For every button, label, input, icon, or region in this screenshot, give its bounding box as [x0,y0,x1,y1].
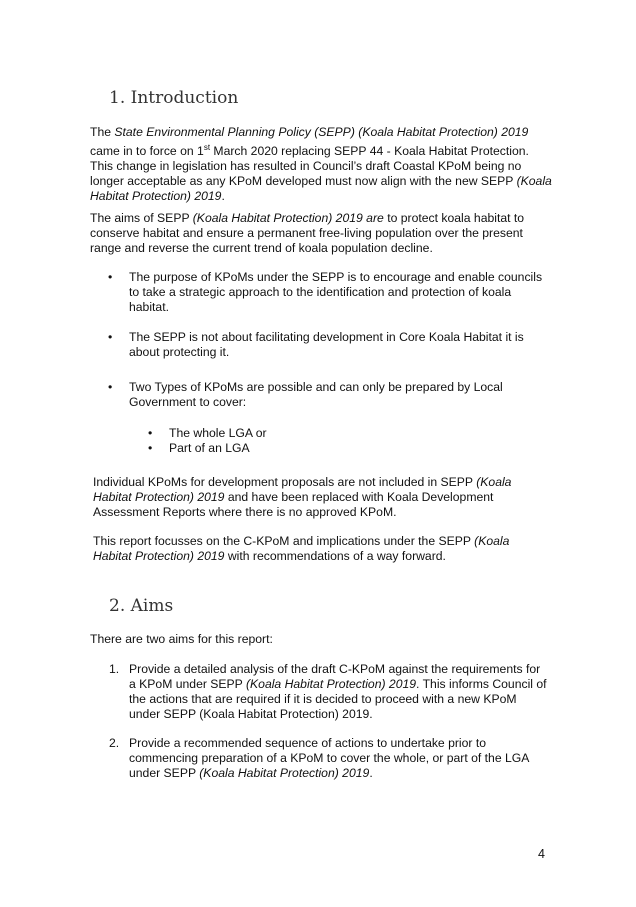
intro-paragraph-1 [90,125,552,204]
text-span: and have been replaced with Koala Development Assessment Reports where there is no approved KPoM. [93,490,494,519]
text-span: Provide a detailed analysis of the draft C-KPoM against the requirements for a KPoM under SEPP [129,662,541,691]
text-span: The [90,125,115,139]
intro-paragraph-4 [93,534,538,564]
intro-paragraph-3 [93,475,538,520]
aims-item-text [129,662,549,722]
aims-intro: There are two aims for this report: [90,632,273,646]
text-span: Provide a recommended sequence of actions to undertake prior to commencing preparation of a KPoM to cover the whole, or part of the LGA under SEPP [129,736,529,780]
bullet-marker: • [108,380,113,394]
text-span: . [369,766,373,780]
text-span: . This informs Council of the actions that are required if it is decided to proceed with a new KPoM under SEPP (Koala Habitat Protection) 2019. [129,677,547,721]
list-number: 2. [109,736,120,750]
text-span: . [221,189,225,204]
policy-short-italic: (Koala Habitat Protection) 2019 [93,534,510,563]
bullet-marker: • [108,330,113,344]
text-span: with recommendations of a way forward. [224,549,446,563]
policy-short-italic: (Koala Habitat Protection) 2019 [93,475,512,504]
sub-bullet-text: Part of an LGA [169,441,250,455]
intro-paragraph-2 [90,211,552,256]
text-span: came in to force on 1 [90,144,204,159]
policy-short-italic: (Koala Habitat Protection) 2019 [90,174,552,204]
page-number: 4 [538,847,545,861]
text-span: March 2020 replacing SEPP 44 - Koala Habitat Protection. This change in legislation has resulted in Council’s draft Coastal KPoM being no longer acceptable as any KPoM developed must now align with the new SEPP [90,144,529,189]
policy-short-italic: (Koala Habitat Protection) 2019 [245,677,417,691]
superscript: st [203,143,211,152]
text-span: Individual KPoMs for development proposals are not included in SEPP [93,475,477,489]
text-span: to protect koala habitat to conserve habitat and ensure a permanent free-living population over the present range and reverse the current trend of koala population decline. [90,211,525,255]
sub-bullet-text: The whole LGA or [169,426,267,440]
introduction-heading: 1. Introduction [109,88,239,108]
policy-short-italic: (Koala Habitat Protection) 2019 are [192,211,384,225]
text-span: This report focusses on the C-KPoM and implications under the SEPP [93,534,475,548]
bullet-marker: • [148,441,153,455]
bullet-marker: • [108,270,113,284]
aims-heading: 2. Aims [109,596,174,616]
bullet-text: The SEPP is not about facilitating development in Core Koala Habitat it is about protecting it. [129,330,524,359]
list-number: 1. [109,662,120,676]
bullet-text: The purpose of KPoMs under the SEPP is to encourage and enable councils to take a strategic approach to the identification and protection of koala habitat. [129,270,543,314]
policy-name-italic: State Environmental Planning Policy (SEPP) (Koala Habitat Protection) 2019 [114,125,529,139]
bullet-text: Two Types of KPoMs are possible and can only be prepared by Local Government to cover: [129,380,503,409]
text-span: The aims of SEPP [90,211,193,225]
aims-item-text [129,736,549,781]
bullet-marker: • [148,426,153,440]
policy-short-italic: (Koala Habitat Protection) 2019 [199,766,370,780]
